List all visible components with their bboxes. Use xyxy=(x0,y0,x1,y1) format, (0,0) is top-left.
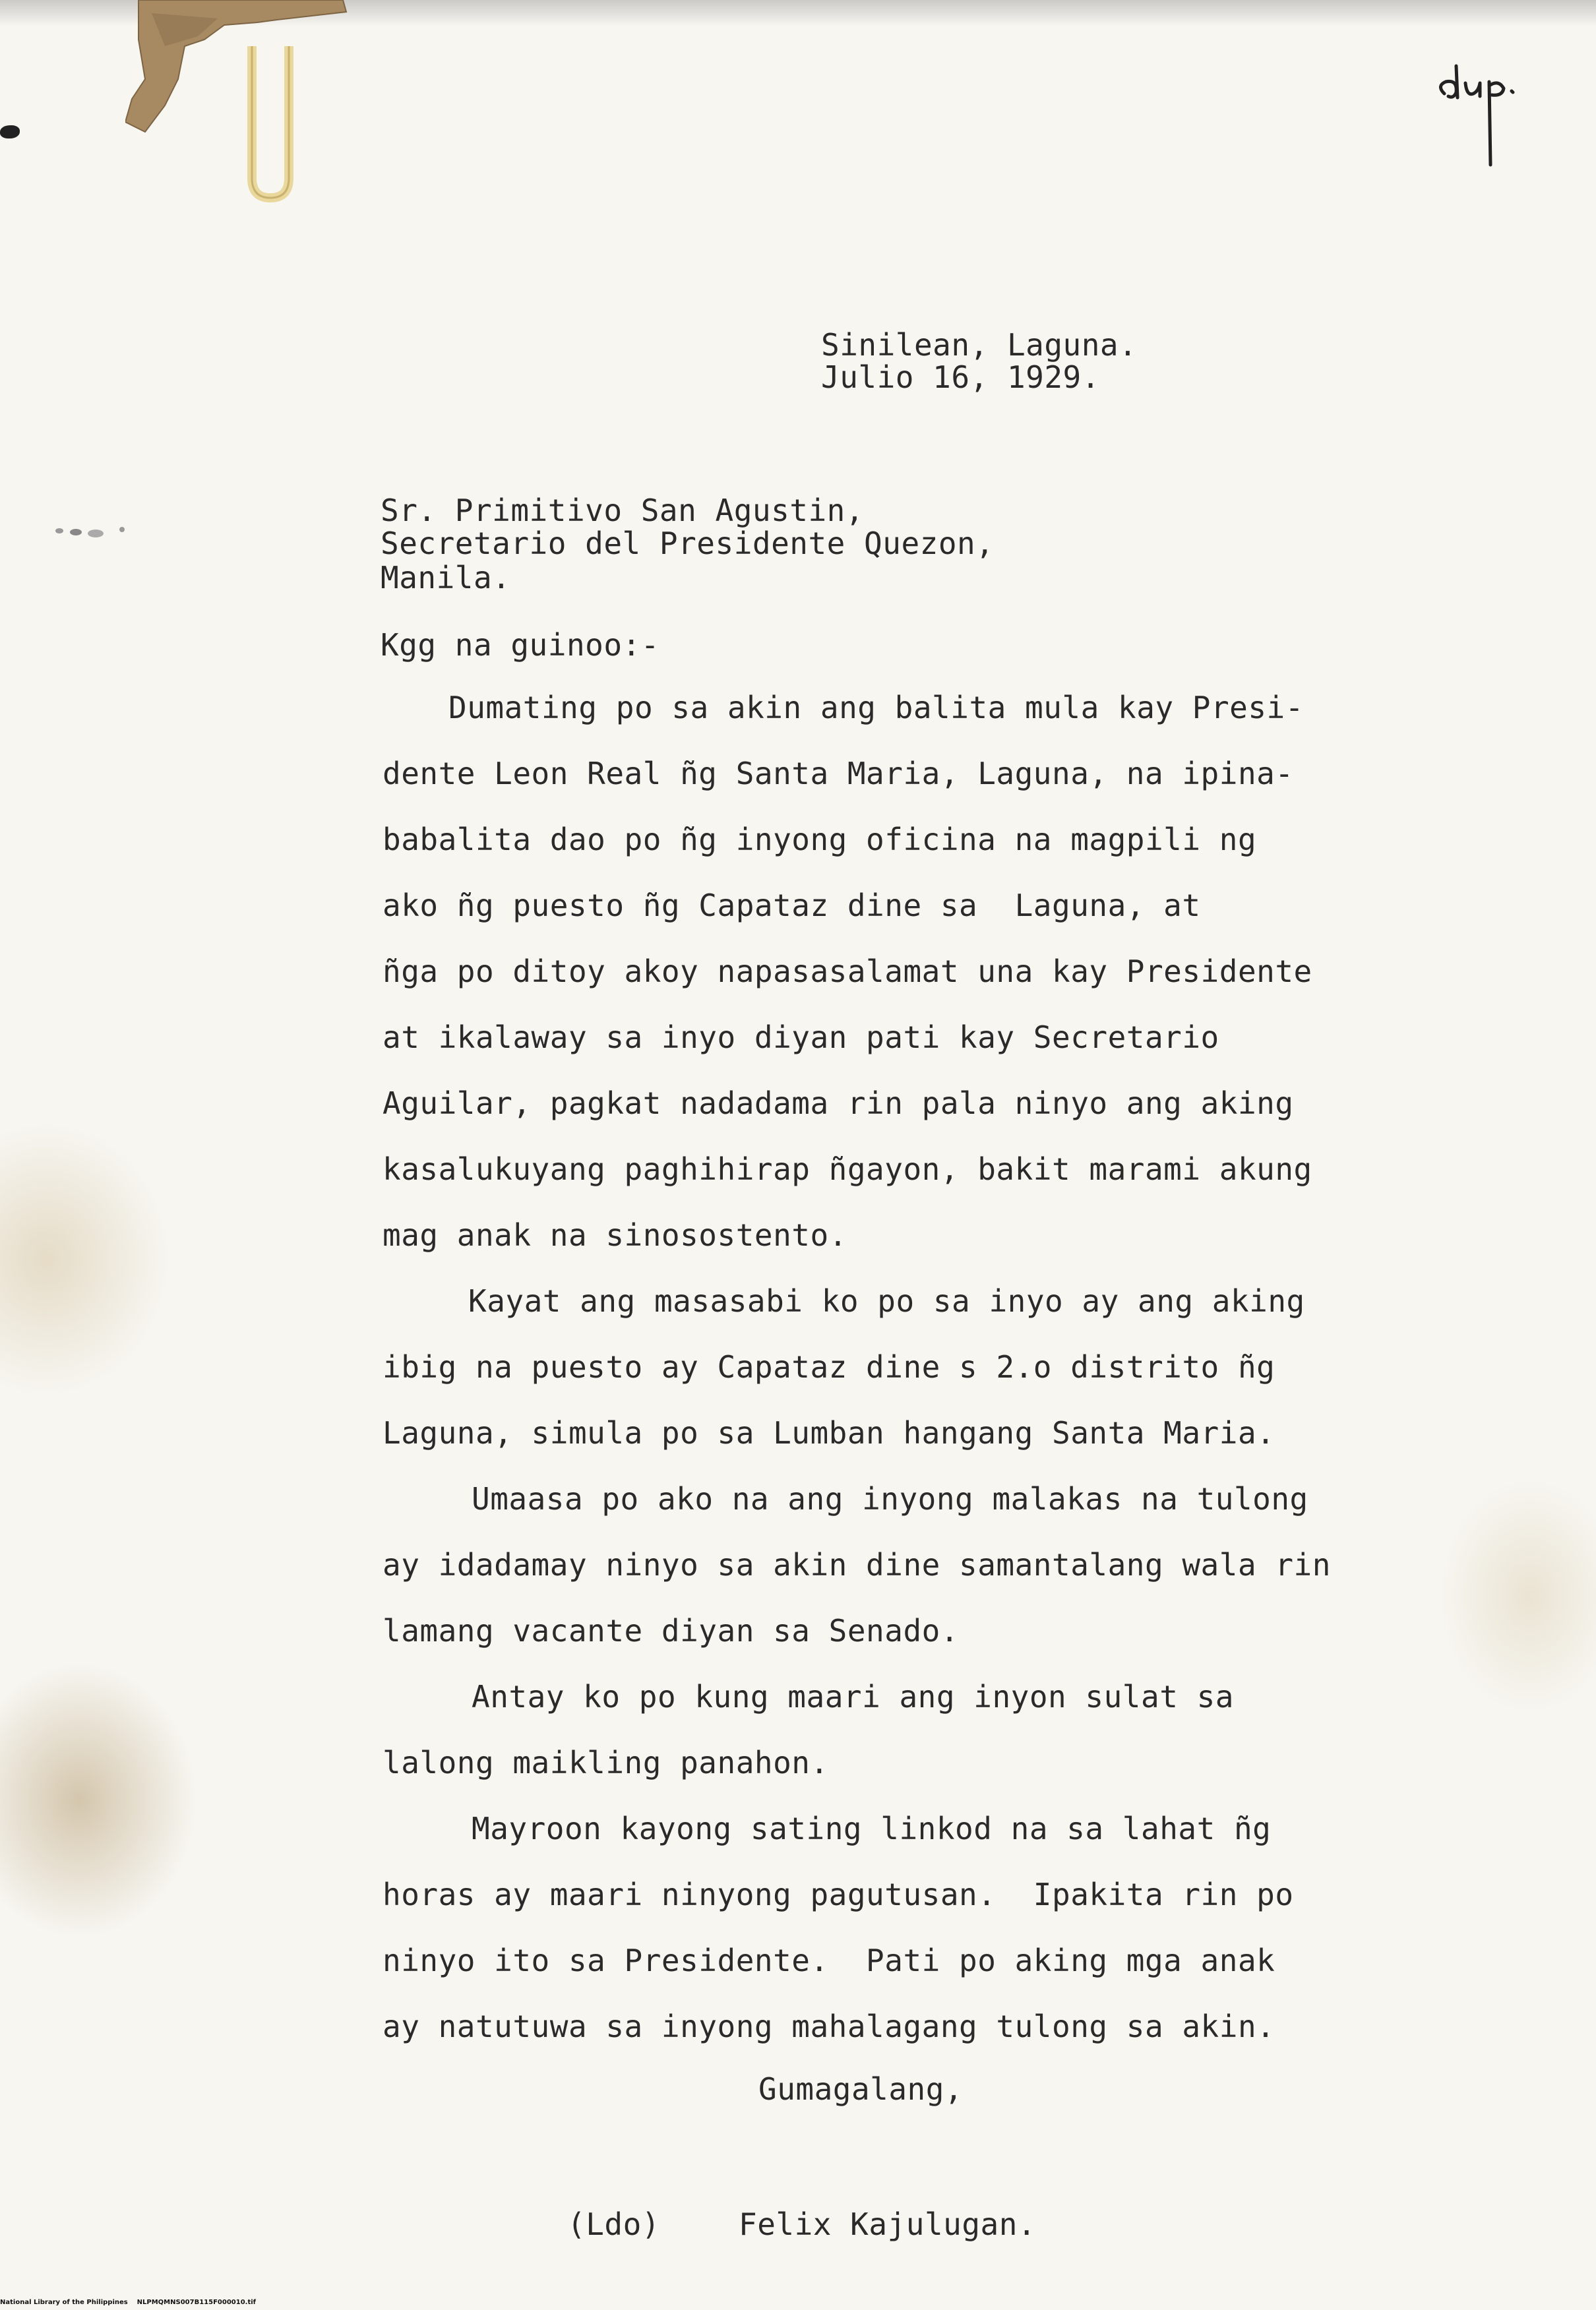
signature-prefix: (Ldo) xyxy=(567,2206,660,2242)
body-line: ibig na puesto ay Capataz dine s 2.o distrito ñg xyxy=(383,1349,1275,1385)
salutation: Kgg na guinoo:- xyxy=(381,627,660,663)
paper-stain xyxy=(0,1121,171,1398)
addressee-line: Secretario del Presidente Quezon, xyxy=(381,526,995,561)
body-line: ako ñg puesto ñg Capataz dine sa Laguna, at xyxy=(383,888,1201,923)
body-line: lalong maikling panahon. xyxy=(383,1745,829,1780)
body-line: Laguna, simula po sa Lumban hangang Santa Maria. xyxy=(383,1415,1275,1451)
addressee-line: Sr. Primitivo San Agustin, xyxy=(381,493,865,528)
body-line: Mayroon kayong sating linkod na sa lahat ñg xyxy=(472,1811,1272,1846)
body-line: ay natutuwa sa inyong mahalagang tulong sa akin. xyxy=(383,2009,1275,2044)
ink-speck xyxy=(0,125,20,138)
ink-smudge xyxy=(46,518,132,544)
body-line: Kayat ang masasabi ko po sa inyo ay ang aking xyxy=(468,1283,1305,1319)
body-line: ay idadamay ninyo sa akin dine samantalang wala rin xyxy=(383,1547,1331,1583)
body-line: dente Leon Real ñg Santa Maria, Laguna, na ipina- xyxy=(383,756,1294,791)
dateline-date: Julio 16, 1929. xyxy=(821,359,1100,395)
body-line: Antay ko po kung maari ang inyon sulat sa xyxy=(472,1679,1234,1715)
handwritten-dup-annotation xyxy=(1431,53,1550,171)
dateline-place: Sinilean, Laguna. xyxy=(821,327,1138,363)
paper-clip-mark xyxy=(244,40,297,204)
paper-stain xyxy=(1438,1477,1596,1715)
archive-footer: National Library of the Philippines NLPMQMNS007B115F000010.tif xyxy=(0,2299,257,2306)
body-line: ñga po ditoy akoy napasasalamat una kay Presidente xyxy=(383,954,1312,989)
body-line: Dumating po sa akin ang balita mula kay Presi- xyxy=(448,690,1304,725)
paper-stain xyxy=(0,1662,198,1939)
signature-name: Felix Kajulugan. xyxy=(739,2206,1037,2242)
body-line: kasalukuyang paghihirap ñgayon, bakit marami akung xyxy=(383,1151,1312,1187)
addressee-line: Manila. xyxy=(381,560,511,595)
body-line: mag anak na sinosostento. xyxy=(383,1217,847,1253)
body-line: lamang vacante diyan sa Senado. xyxy=(383,1613,960,1649)
body-line: horas ay maari ninyong pagutusan. Ipakita rin po xyxy=(383,1877,1294,1912)
body-line: babalita dao po ñg inyong oficina na magpili ng xyxy=(383,822,1257,857)
body-line: at ikalaway sa inyo diyan pati kay Secretario xyxy=(383,1019,1219,1055)
body-line: Aguilar, pagkat nadadama rin pala ninyo ang aking xyxy=(383,1085,1294,1121)
closing: Gumagalang, xyxy=(758,2071,964,2107)
torn-tape-fragment xyxy=(125,0,350,138)
body-line: Umaasa po ako na ang inyong malakas na tulong xyxy=(472,1481,1308,1517)
body-line: ninyo ito sa Presidente. Pati po aking mga anak xyxy=(383,1943,1275,1978)
